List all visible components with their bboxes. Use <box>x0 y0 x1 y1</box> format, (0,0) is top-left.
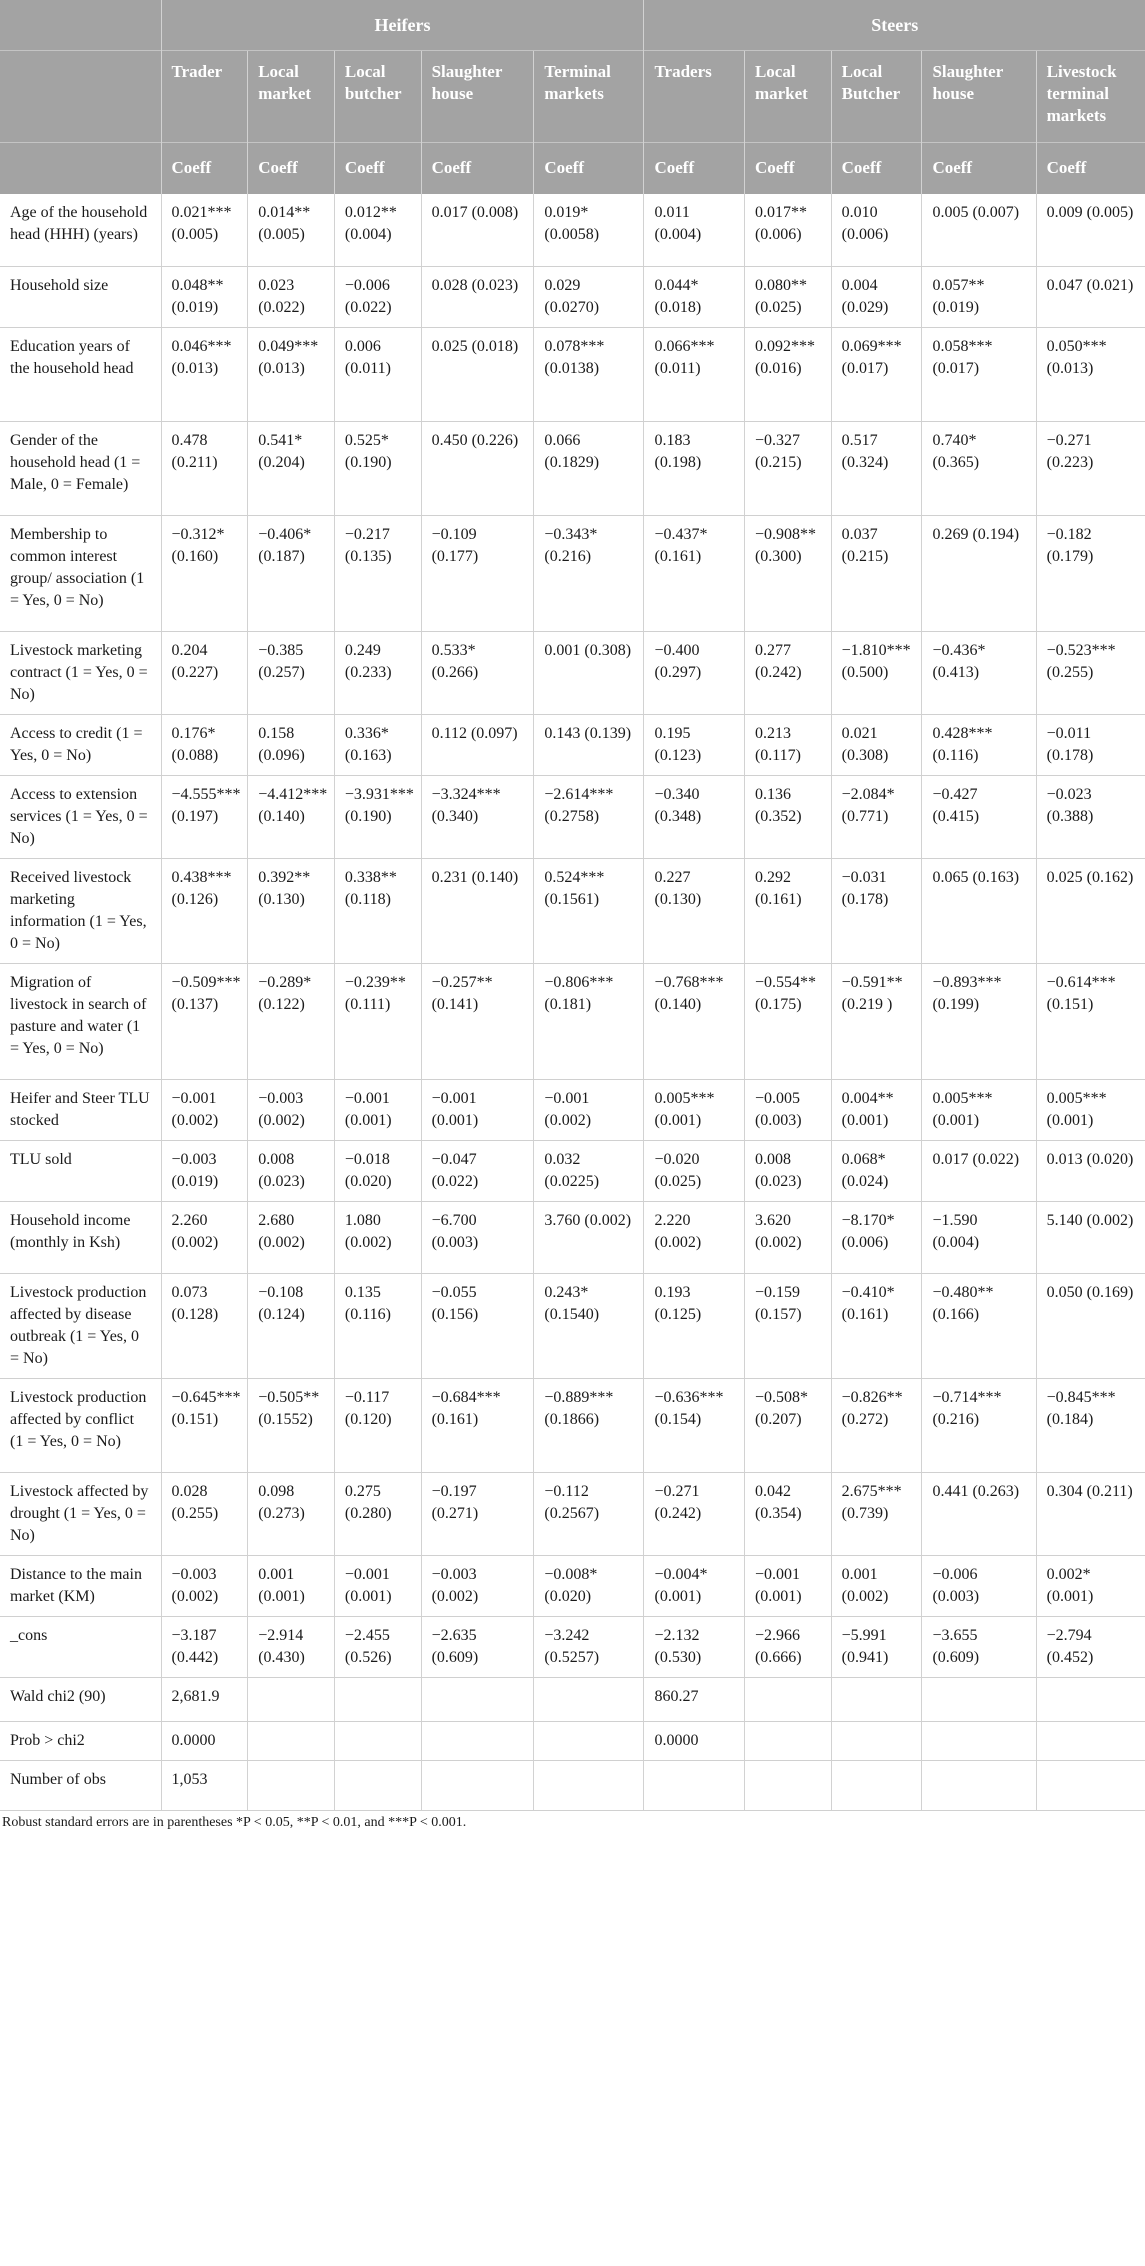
column-header: Traders <box>644 50 744 142</box>
coef-header: Coeff <box>161 142 248 194</box>
row-label: Received livestock marketing information (1 = Yes, 0 = No) <box>0 858 161 963</box>
row-label: Livestock marketing contract (1 = Yes, 0 = No) <box>0 631 161 714</box>
column-header: Local market <box>248 50 335 142</box>
group-steers: Steers <box>644 0 1145 50</box>
table-cell: 0.005*** (0.001) <box>922 1079 1036 1140</box>
table-cell: −4.412*** (0.140) <box>248 775 335 858</box>
table-cell: −0.217 (0.135) <box>334 515 421 631</box>
table-cell: 0.158 (0.096) <box>248 714 335 775</box>
table-cell <box>534 1721 644 1760</box>
table-cell: 0.044* (0.018) <box>644 266 744 327</box>
table-cell: 860.27 <box>644 1677 744 1721</box>
table-row <box>0 963 1145 1079</box>
table-cell: −0.591** (0.219 ) <box>831 963 922 1079</box>
table-cell: 0.231 (0.140) <box>421 858 534 963</box>
table-cell <box>534 1677 644 1721</box>
table-cell: −1.590 (0.004) <box>922 1201 1036 1273</box>
table-cell: 0.073 (0.128) <box>161 1273 248 1378</box>
table-cell: −3.931*** (0.190) <box>334 775 421 858</box>
table-cell: 0.392** (0.130) <box>248 858 335 963</box>
table-cell: −0.509*** (0.137) <box>161 963 248 1079</box>
table-cell <box>334 1721 421 1760</box>
table-cell: 0.005*** (0.001) <box>644 1079 744 1140</box>
table-cell: 0.243* (0.1540) <box>534 1273 644 1378</box>
table-cell: 0.269 (0.194) <box>922 515 1036 631</box>
table-cell: −0.182 (0.179) <box>1036 515 1145 631</box>
table-cell: 0.176* (0.088) <box>161 714 248 775</box>
row-label: _cons <box>0 1616 161 1677</box>
row-label: Wald chi2 (90) <box>0 1677 161 1721</box>
table-cell: 0.058*** (0.017) <box>922 327 1036 421</box>
table-cell: −0.400 (0.297) <box>644 631 744 714</box>
table-cell: −0.271 (0.223) <box>1036 421 1145 515</box>
table-cell: −0.406* (0.187) <box>248 515 335 631</box>
coef-header: Coeff <box>644 142 744 194</box>
table-cell: 0.047 (0.021) <box>1036 266 1145 327</box>
table-cell <box>334 1677 421 1721</box>
table-cell: −0.684*** (0.161) <box>421 1378 534 1472</box>
coef-header: Coeff <box>421 142 534 194</box>
table-cell <box>421 1760 534 1810</box>
table-cell <box>334 1760 421 1810</box>
table-cell: −0.806*** (0.181) <box>534 963 644 1079</box>
table-cell: 0.037 (0.215) <box>831 515 922 631</box>
row-label: TLU sold <box>0 1140 161 1201</box>
table-cell: 0.017 (0.008) <box>421 194 534 266</box>
table-cell <box>922 1677 1036 1721</box>
row-label: Distance to the main market (KM) <box>0 1555 161 1616</box>
table-cell: 0.021*** (0.005) <box>161 194 248 266</box>
table-cell: 0.143 (0.139) <box>534 714 644 775</box>
row-label: Prob > chi2 <box>0 1721 161 1760</box>
table-cell: −0.636*** (0.154) <box>644 1378 744 1472</box>
table-row <box>0 327 1145 421</box>
table-cell: −0.826** (0.272) <box>831 1378 922 1472</box>
table-cell: 0.009 (0.005) <box>1036 194 1145 266</box>
table-cell: 0.066*** (0.011) <box>644 327 744 421</box>
column-header: Slaughter house <box>922 50 1036 142</box>
table-cell: 0.098 (0.273) <box>248 1472 335 1555</box>
table-cell: −0.108 (0.124) <box>248 1273 335 1378</box>
table-cell: −0.480** (0.166) <box>922 1273 1036 1378</box>
coef-header: Coeff <box>1036 142 1145 194</box>
table-cell <box>421 1721 534 1760</box>
table-cell: −0.889*** (0.1866) <box>534 1378 644 1472</box>
table-cell: 0.304 (0.211) <box>1036 1472 1145 1555</box>
table-cell <box>248 1760 335 1810</box>
table-cell: 0.249 (0.233) <box>334 631 421 714</box>
table-row <box>0 1760 1145 1810</box>
table-cell: 0.050*** (0.013) <box>1036 327 1145 421</box>
table-cell: −0.001 (0.001) <box>744 1555 831 1616</box>
table-cell: 0.183 (0.198) <box>644 421 744 515</box>
table-row <box>0 775 1145 858</box>
table-cell <box>744 1677 831 1721</box>
table-cell: −2.132 (0.530) <box>644 1616 744 1677</box>
table-cell: 0.025 (0.162) <box>1036 858 1145 963</box>
table-cell: 0.438*** (0.126) <box>161 858 248 963</box>
table-cell: 0.046*** (0.013) <box>161 327 248 421</box>
table-cell: −0.523*** (0.255) <box>1036 631 1145 714</box>
table-cell <box>744 1721 831 1760</box>
table-cell: 0.292 (0.161) <box>744 858 831 963</box>
table-cell: 0.042 (0.354) <box>744 1472 831 1555</box>
table-cell: −0.645*** (0.151) <box>161 1378 248 1472</box>
table-cell: 3.620 (0.002) <box>744 1201 831 1273</box>
table-cell: −0.312* (0.160) <box>161 515 248 631</box>
table-cell <box>644 1760 744 1810</box>
table-cell: 0.032 (0.0225) <box>534 1140 644 1201</box>
table-cell: 0.012** (0.004) <box>334 194 421 266</box>
table-cell: −0.018 (0.020) <box>334 1140 421 1201</box>
header-corner-2 <box>0 50 161 142</box>
table-row <box>0 266 1145 327</box>
table-cell: −0.714*** (0.216) <box>922 1378 1036 1472</box>
table-cell: −0.159 (0.157) <box>744 1273 831 1378</box>
table-cell: 0.336* (0.163) <box>334 714 421 775</box>
table-cell: −0.239** (0.111) <box>334 963 421 1079</box>
table-cell: 0.008 (0.023) <box>248 1140 335 1201</box>
table-cell: 0.066 (0.1829) <box>534 421 644 515</box>
table-cell: −0.004* (0.001) <box>644 1555 744 1616</box>
coef-header: Coeff <box>534 142 644 194</box>
table-row <box>0 1378 1145 1472</box>
header-corner <box>0 0 161 50</box>
row-label: Livestock affected by drought (1 = Yes, 0 = No) <box>0 1472 161 1555</box>
table-cell: 0.048** (0.019) <box>161 266 248 327</box>
table-cell: −0.436* (0.413) <box>922 631 1036 714</box>
table-cell: −5.991 (0.941) <box>831 1616 922 1677</box>
table-cell: 0.001 (0.002) <box>831 1555 922 1616</box>
table-row <box>0 631 1145 714</box>
row-label: Livestock production affected by conflict (1 = Yes, 0 = No) <box>0 1378 161 1472</box>
table-cell: 0.541* (0.204) <box>248 421 335 515</box>
table-body <box>0 194 1145 1810</box>
header-corner-3 <box>0 142 161 194</box>
table-cell: −0.055 (0.156) <box>421 1273 534 1378</box>
table-cell <box>922 1760 1036 1810</box>
table-row <box>0 1079 1145 1140</box>
table-cell: −4.555*** (0.197) <box>161 775 248 858</box>
table-cell: −6.700 (0.003) <box>421 1201 534 1273</box>
row-label: Heifer and Steer TLU stocked <box>0 1079 161 1140</box>
table-cell: 0.025 (0.018) <box>421 327 534 421</box>
coef-header: Coeff <box>744 142 831 194</box>
table-cell: 0.017 (0.022) <box>922 1140 1036 1201</box>
table-cell: 0.017** (0.006) <box>744 194 831 266</box>
table-cell: 0.478 (0.211) <box>161 421 248 515</box>
table-cell: 0.050 (0.169) <box>1036 1273 1145 1378</box>
coef-header: Coeff <box>248 142 335 194</box>
coef-header-row <box>0 142 1145 194</box>
table-cell: −2.794 (0.452) <box>1036 1616 1145 1677</box>
row-label: Access to credit (1 = Yes, 0 = No) <box>0 714 161 775</box>
table-row <box>0 714 1145 775</box>
table-cell: −1.810*** (0.500) <box>831 631 922 714</box>
table-cell: −0.001 (0.002) <box>161 1079 248 1140</box>
table-cell: 0.023 (0.022) <box>248 266 335 327</box>
table-cell: 0.005*** (0.001) <box>1036 1079 1145 1140</box>
table-cell: −0.257** (0.141) <box>421 963 534 1079</box>
table-cell: 0.019* (0.0058) <box>534 194 644 266</box>
table-cell: 0.533* (0.266) <box>421 631 534 714</box>
table-cell: 0.213 (0.117) <box>744 714 831 775</box>
table-cell: 2,681.9 <box>161 1677 248 1721</box>
row-label: Household income (monthly in Ksh) <box>0 1201 161 1273</box>
group-heifers: Heifers <box>161 0 644 50</box>
column-header: Local market <box>744 50 831 142</box>
row-label: Gender of the household head (1 = Male, 0 = Female) <box>0 421 161 515</box>
table-cell <box>421 1677 534 1721</box>
table-row <box>0 194 1145 266</box>
table-cell: −0.031 (0.178) <box>831 858 922 963</box>
table-cell: 0.006 (0.011) <box>334 327 421 421</box>
table-cell: 0.049*** (0.013) <box>248 327 335 421</box>
table-cell <box>831 1677 922 1721</box>
table-cell: −0.893*** (0.199) <box>922 963 1036 1079</box>
table-cell: −0.001 (0.002) <box>534 1079 644 1140</box>
table-cell <box>248 1677 335 1721</box>
table-cell <box>1036 1721 1145 1760</box>
table-cell: −0.001 (0.001) <box>334 1555 421 1616</box>
table-cell: 0.525* (0.190) <box>334 421 421 515</box>
coef-header: Coeff <box>922 142 1036 194</box>
table-cell: 0.013 (0.020) <box>1036 1140 1145 1201</box>
coef-header: Coeff <box>831 142 922 194</box>
table-cell: 0.524*** (0.1561) <box>534 858 644 963</box>
table-cell: −0.005 (0.003) <box>744 1079 831 1140</box>
table-cell: −0.001 (0.001) <box>334 1079 421 1140</box>
table-row <box>0 421 1145 515</box>
table-cell <box>831 1760 922 1810</box>
table-cell: −0.437* (0.161) <box>644 515 744 631</box>
table-cell: 0.277 (0.242) <box>744 631 831 714</box>
table-cell: 0.135 (0.116) <box>334 1273 421 1378</box>
table-cell: 1.080 (0.002) <box>334 1201 421 1273</box>
column-header-row <box>0 50 1145 142</box>
table-row <box>0 1721 1145 1760</box>
table-cell: −0.343* (0.216) <box>534 515 644 631</box>
table-row <box>0 515 1145 631</box>
column-header: Livestock terminal markets <box>1036 50 1145 142</box>
table-cell: 0.441 (0.263) <box>922 1472 1036 1555</box>
table-cell: −2.635 (0.609) <box>421 1616 534 1677</box>
table-cell <box>744 1760 831 1810</box>
table-cell: 0.004** (0.001) <box>831 1079 922 1140</box>
table-cell: −0.003 (0.002) <box>248 1079 335 1140</box>
table-cell: 0.028 (0.255) <box>161 1472 248 1555</box>
table-cell: −0.289* (0.122) <box>248 963 335 1079</box>
table-cell: 0.112 (0.097) <box>421 714 534 775</box>
table-cell: 0.001 (0.308) <box>534 631 644 714</box>
table-cell <box>1036 1677 1145 1721</box>
row-label: Number of obs <box>0 1760 161 1810</box>
column-header: Terminal markets <box>534 50 644 142</box>
table-cell: 0.740* (0.365) <box>922 421 1036 515</box>
table-cell <box>248 1721 335 1760</box>
table-row <box>0 1140 1145 1201</box>
table-cell: −0.410* (0.161) <box>831 1273 922 1378</box>
table-cell: −0.003 (0.019) <box>161 1140 248 1201</box>
table-header <box>0 0 1145 194</box>
table-cell: 0.057** (0.019) <box>922 266 1036 327</box>
table-cell: −2.084* (0.771) <box>831 775 922 858</box>
table-cell: −2.966 (0.666) <box>744 1616 831 1677</box>
table-cell: 0.0000 <box>644 1721 744 1760</box>
column-header: Local butcher <box>334 50 421 142</box>
table-cell: 0.001 (0.001) <box>248 1555 335 1616</box>
table-cell: 0.004 (0.029) <box>831 266 922 327</box>
table-cell: −0.427 (0.415) <box>922 775 1036 858</box>
table-cell <box>922 1721 1036 1760</box>
table-cell: 0.338** (0.118) <box>334 858 421 963</box>
table-cell: −3.242 (0.5257) <box>534 1616 644 1677</box>
table-cell: −2.614*** (0.2758) <box>534 775 644 858</box>
table-cell: 0.195 (0.123) <box>644 714 744 775</box>
table-cell: 5.140 (0.002) <box>1036 1201 1145 1273</box>
table-cell <box>1036 1760 1145 1810</box>
column-header: Trader <box>161 50 248 142</box>
table-cell: −3.655 (0.609) <box>922 1616 1036 1677</box>
table-cell: −0.109 (0.177) <box>421 515 534 631</box>
group-header-row <box>0 0 1145 50</box>
table-cell: −3.187 (0.442) <box>161 1616 248 1677</box>
table-cell: −0.011 (0.178) <box>1036 714 1145 775</box>
table-cell: −0.340 (0.348) <box>644 775 744 858</box>
table-row <box>0 1472 1145 1555</box>
table-cell: 0.450 (0.226) <box>421 421 534 515</box>
table-cell: 2.260 (0.002) <box>161 1201 248 1273</box>
table-cell: 0.008 (0.023) <box>744 1140 831 1201</box>
table-cell: −0.385 (0.257) <box>248 631 335 714</box>
table-cell: 0.002* (0.001) <box>1036 1555 1145 1616</box>
table-cell: −3.324*** (0.340) <box>421 775 534 858</box>
table-cell: 0.0000 <box>161 1721 248 1760</box>
table-cell: 0.092*** (0.016) <box>744 327 831 421</box>
table-row <box>0 1677 1145 1721</box>
table-cell: 3.760 (0.002) <box>534 1201 644 1273</box>
row-label: Access to extension services (1 = Yes, 0 = No) <box>0 775 161 858</box>
row-label: Household size <box>0 266 161 327</box>
table-cell: −0.197 (0.271) <box>421 1472 534 1555</box>
row-label: Livestock production affected by disease outbreak (1 = Yes, 0 = No) <box>0 1273 161 1378</box>
table-cell: 0.428*** (0.116) <box>922 714 1036 775</box>
table-cell: −0.768*** (0.140) <box>644 963 744 1079</box>
table-cell: 0.029 (0.0270) <box>534 266 644 327</box>
table-cell: −0.327 (0.215) <box>744 421 831 515</box>
table-row <box>0 858 1145 963</box>
table-cell: −0.008* (0.020) <box>534 1555 644 1616</box>
table-cell: −2.914 (0.430) <box>248 1616 335 1677</box>
table-cell: −0.001 (0.001) <box>421 1079 534 1140</box>
table-cell: 0.010 (0.006) <box>831 194 922 266</box>
table-cell: 0.275 (0.280) <box>334 1472 421 1555</box>
table-cell <box>534 1760 644 1810</box>
row-label: Membership to common interest group/ association (1 = Yes, 0 = No) <box>0 515 161 631</box>
table-cell: −0.003 (0.002) <box>161 1555 248 1616</box>
table-cell: 0.227 (0.130) <box>644 858 744 963</box>
table-cell: 0.065 (0.163) <box>922 858 1036 963</box>
table-cell: −0.505** (0.1552) <box>248 1378 335 1472</box>
row-label: Education years of the household head <box>0 327 161 421</box>
table-row <box>0 1201 1145 1273</box>
table-cell: −0.023 (0.388) <box>1036 775 1145 858</box>
table-cell <box>831 1721 922 1760</box>
table-cell: −0.554** (0.175) <box>744 963 831 1079</box>
coef-header: Coeff <box>334 142 421 194</box>
table-cell: −0.020 (0.025) <box>644 1140 744 1201</box>
table-cell: 2.675*** (0.739) <box>831 1472 922 1555</box>
table-cell: 0.011 (0.004) <box>644 194 744 266</box>
table-cell: −0.908** (0.300) <box>744 515 831 631</box>
column-header: Local Butcher <box>831 50 922 142</box>
table-cell: 0.078*** (0.0138) <box>534 327 644 421</box>
table-cell: −0.117 (0.120) <box>334 1378 421 1472</box>
table-footnote: Robust standard errors are in parentheses *P < 0.05, **P < 0.01, and ***P < 0.001. <box>2 1814 467 1830</box>
table-cell: −0.112 (0.2567) <box>534 1472 644 1555</box>
column-header: Slaughter house <box>421 50 534 142</box>
table-cell: 0.136 (0.352) <box>744 775 831 858</box>
table-cell: 2.220 (0.002) <box>644 1201 744 1273</box>
table-cell: −0.614*** (0.151) <box>1036 963 1145 1079</box>
table-cell: −0.006 (0.003) <box>922 1555 1036 1616</box>
table-cell: −0.271 (0.242) <box>644 1472 744 1555</box>
table-cell: −8.170* (0.006) <box>831 1201 922 1273</box>
table-cell: 0.069*** (0.017) <box>831 327 922 421</box>
table-cell: −0.508* (0.207) <box>744 1378 831 1472</box>
table-cell: −0.003 (0.002) <box>421 1555 534 1616</box>
table-cell: 0.517 (0.324) <box>831 421 922 515</box>
table-cell: −0.845*** (0.184) <box>1036 1378 1145 1472</box>
table-cell: 0.204 (0.227) <box>161 631 248 714</box>
table-cell: 2.680 (0.002) <box>248 1201 335 1273</box>
table-cell: 0.028 (0.023) <box>421 266 534 327</box>
table-cell: 1,053 <box>161 1760 248 1810</box>
table-cell: 0.014** (0.005) <box>248 194 335 266</box>
table-cell: −0.006 (0.022) <box>334 266 421 327</box>
row-label: Migration of livestock in search of pasture and water (1 = Yes, 0 = No) <box>0 963 161 1079</box>
table-row <box>0 1555 1145 1616</box>
row-label: Age of the household head (HHH) (years) <box>0 194 161 266</box>
table-row <box>0 1273 1145 1378</box>
table-cell: 0.005 (0.007) <box>922 194 1036 266</box>
table-cell: 0.080** (0.025) <box>744 266 831 327</box>
table-cell: 0.021 (0.308) <box>831 714 922 775</box>
table-cell: −2.455 (0.526) <box>334 1616 421 1677</box>
table-cell: 0.193 (0.125) <box>644 1273 744 1378</box>
table-cell: −0.047 (0.022) <box>421 1140 534 1201</box>
table-row <box>0 1616 1145 1677</box>
table-cell: 0.068* (0.024) <box>831 1140 922 1201</box>
